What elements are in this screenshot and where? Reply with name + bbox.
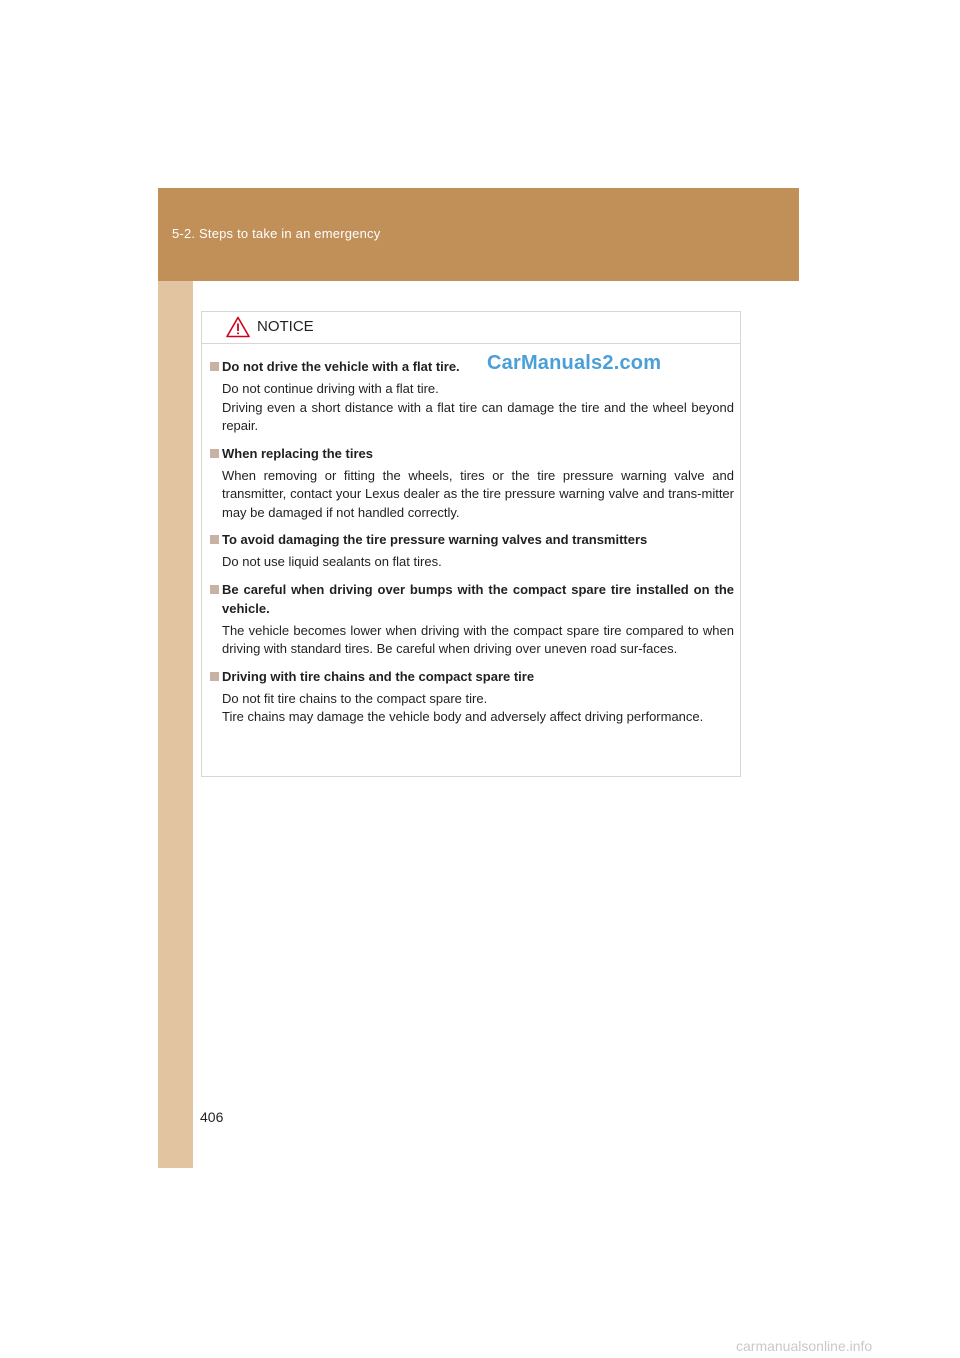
notice-section-valves [210, 530, 734, 572]
section-text: Do not use liquid sealants on flat tires. [222, 554, 442, 569]
section-heading: Be careful when driving over bumps with the compact spare tire installed on the vehicle. [210, 580, 734, 618]
section-title: 5-2. Steps to take in an emergency [172, 226, 381, 241]
square-bullet-icon [210, 535, 219, 544]
footer-watermark[interactable]: carmanualsonline.info [736, 1338, 873, 1354]
section-heading: Driving with tire chains and the compact spare tire [210, 667, 734, 686]
square-bullet-icon [210, 362, 219, 371]
notice-section-tire-chains [210, 667, 734, 727]
section-text: Do not continue driving with a flat tire. Driving even a short distance with a flat tire can damage the tire and the wheel beyond repair. [222, 381, 734, 433]
notice-title: NOTICE [257, 318, 314, 335]
notice-section-bumps [210, 580, 734, 659]
notice-body [202, 344, 740, 727]
page-number: 406 [200, 1109, 224, 1125]
section-text: The vehicle becomes lower when driving with the compact spare tire compared to when driving with standard tires. Be careful when driving over uneven road sur-faces. [222, 622, 734, 656]
square-bullet-icon [210, 585, 219, 594]
square-bullet-icon [210, 449, 219, 458]
section-text: Do not fit tire chains to the compact spare tire. Tire chains may damage the vehicle body and adversely affect driving performance. [222, 690, 704, 724]
side-band [158, 188, 193, 1168]
watermark-logo[interactable]: CarManuals2.com [487, 352, 662, 374]
notice-header [202, 312, 740, 344]
notice-box [201, 311, 741, 777]
square-bullet-icon [210, 672, 219, 681]
section-heading: Do not drive the vehicle with a flat tire. [210, 357, 734, 376]
section-text: When removing or fitting the wheels, tires or the tire pressure warning valve and transmitter, contact your Lexus dealer as the tire pressure warning valve and trans-mitter may be damaged if not handled correctly. [222, 467, 734, 520]
section-heading: To avoid damaging the tire pressure warning valves and transmitters [210, 530, 734, 549]
section-heading: When replacing the tires [210, 444, 734, 463]
warning-triangle-icon [226, 316, 250, 338]
notice-section-replacing-tires [210, 444, 734, 523]
